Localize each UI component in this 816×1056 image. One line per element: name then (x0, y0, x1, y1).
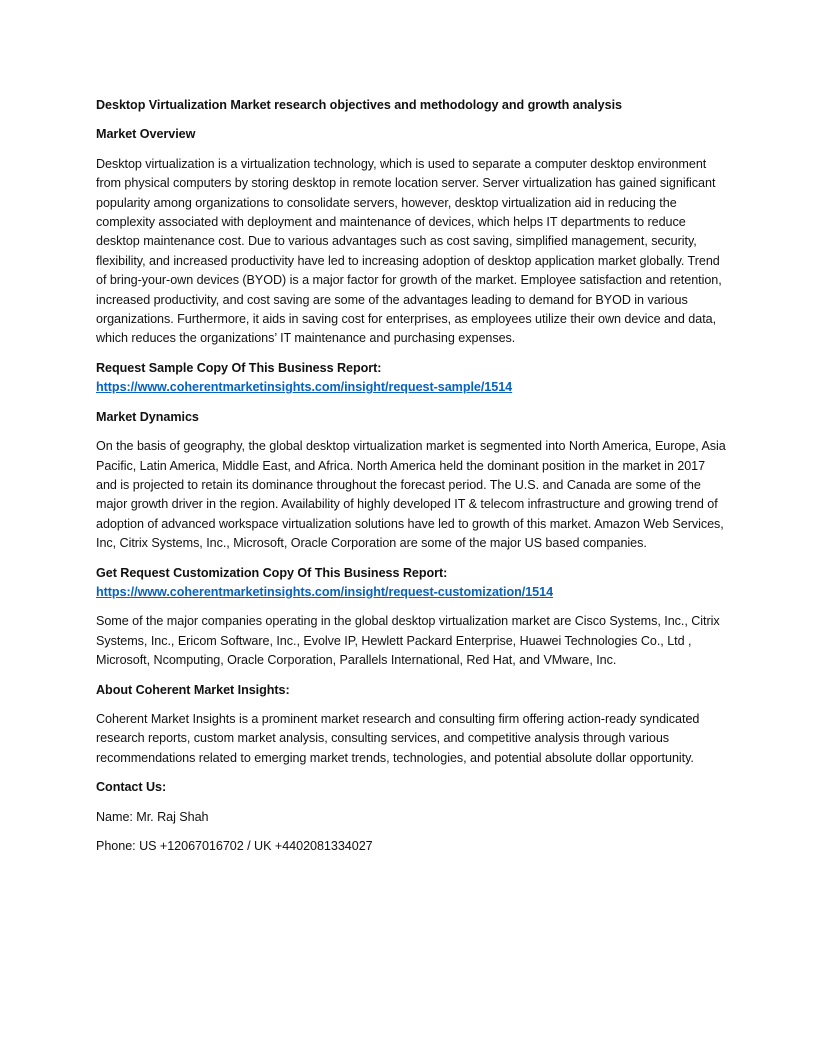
market-overview-heading: Market Overview (96, 127, 196, 142)
contact-heading: Contact Us: (96, 780, 167, 795)
about-body: Coherent Market Insights is a prominent market research and consulting firm offering action-ready syndicated research reports, custom market analysis, consulting services, and competitive analysis through various recommendations related to emerging market trends, technologies, and potential absolute dollar opportunity. (96, 711, 700, 765)
market-dynamics-heading: Market Dynamics (96, 409, 199, 424)
document-title: Desktop Virtualization Market research objectives and methodology and growth analysis (96, 98, 622, 112)
document-page (96, 96, 726, 866)
customization-request-section (96, 564, 726, 603)
contact-name: Name: Mr. Raj Shah (96, 809, 209, 824)
customization-request-link[interactable]: https://www.coherentmarketinsights.com/insight/request-customization/1514 (96, 584, 554, 599)
companies-body: Some of the major companies operating in the global desktop virtualization market are Cisco Systems, Inc., Citrix Systems, Inc., Ericom Software, Inc., Evolve IP, Hewlett Packard Enterprise, Huawei Technologies Co., Ltd , Microsoft, Ncomputing, Oracle Corporation, Parallels International, Red Hat, and VMware, Inc. (96, 614, 720, 668)
contact-phone: Phone: US +12067016702 / UK +4402081334027 (96, 839, 373, 853)
sample-request-label: Request Sample Copy Of This Business Report: (96, 360, 382, 375)
sample-request-section (96, 359, 726, 398)
about-heading: About Coherent Market Insights: (96, 682, 290, 697)
market-dynamics-body: On the basis of geography, the global desktop virtualization market is segmented into North America, Europe, Asia Pacific, Latin America, Middle East, and Africa. North America held the dominant position in the market in 2017 and is projected to retain its dominance throughout the forecast period. The U.S. and Canada are some of the major growth driver in the region. Availability of highly developed IT & telecom infrastructure and growing trend of adoption of advanced workspace virtualization solutions have led to growth of this market. Amazon Web Services, Inc, Citrix Systems, Inc., Microsoft, Oracle Corporation are some of the major US based companies. (96, 439, 726, 551)
sample-request-link[interactable]: https://www.coherentmarketinsights.com/insight/request-sample/1514 (96, 380, 513, 395)
customization-request-label: Get Request Customization Copy Of This Business Report: (96, 565, 448, 580)
market-overview-body: Desktop virtualization is a virtualization technology, which is used to separate a computer desktop environment from physical computers by storing desktop in remote location server. Server virtualization has gained significant popularity among organizations to consolidate servers, however, desktop virtualization aid in reducing the complexity associated with deployment and maintenance of devices, which helps IT departments to reduce desktop maintenance cost. Due to various advantages such as cost saving, simplified management, security, flexibility, and increased productivity have led to increasing adoption of desktop application market globally. Trend of bring-your-own devices (BYOD) is a major factor for growth of the market. Employee satisfaction and retention, increased productivity, and cost saving are some of the advantages leading to demand for BYOD in various organizations. Furthermore, it aids in saving cost for enterprises, as employees utilize their own device and data, which reduces the organizations’ IT maintenance and purchasing expenses. (96, 156, 722, 346)
